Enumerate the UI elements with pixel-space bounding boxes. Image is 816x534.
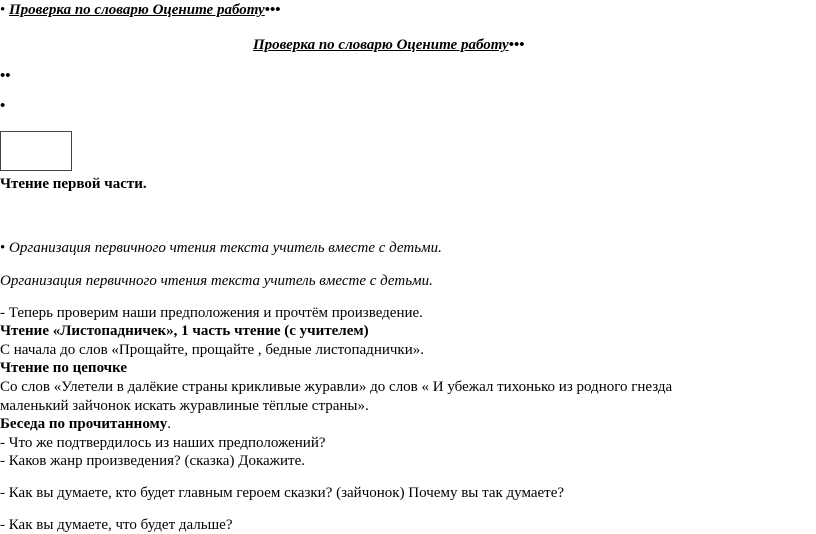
bullet-icon: • <box>0 240 6 256</box>
image-placeholder <box>0 131 72 171</box>
org-plain-line: Организация первичного чтения текста учитель вместе с детьми. <box>0 273 433 289</box>
heading-centered <box>253 36 524 54</box>
chain-text-2: маленький зайчонок искать журавлиные тёплые страны». <box>0 398 369 414</box>
heading-line <box>0 1 280 19</box>
reading-range: С начала до слов «Прощайте, прощайте , бедные листопаднички». <box>0 342 424 358</box>
talk-title-tail: . <box>167 416 172 432</box>
section-title: Чтение первой части. <box>0 176 147 192</box>
question-3: - Как вы думаете, кто будет главным героем сказки? (зайчонок) Почему вы так думаете? <box>0 485 565 501</box>
chain-title: Чтение по цепочке <box>0 360 128 376</box>
bullet-icon: • <box>0 2 6 18</box>
talk-title-line <box>0 415 171 433</box>
org-bullet-text: Организация первичного чтения текста учитель вместе с детьми. <box>9 240 442 256</box>
question-1: - Что же подтвердилось из наших предположений? <box>0 435 326 451</box>
reading-title: Чтение «Листопадничек», 1 часть чтение (с учителем) <box>0 323 369 339</box>
question-2: - Каков жанр произведения? (сказка) Докажите. <box>0 453 306 469</box>
check-prediction-line: - Теперь проверим наши предположения и прочтём произведение. <box>0 305 423 321</box>
chain-text-1: Со слов «Улетели в далёкие страны крикливые журавли» до слов « И убежал тихонько из родного гнезда <box>0 379 673 395</box>
heading-centered-text: Проверка по словарю Оцените работу <box>253 37 509 53</box>
heading-text: Проверка по словарю Оцените работу <box>9 2 265 18</box>
org-bullet-line <box>0 239 442 257</box>
dots-icon: ••• <box>264 2 281 18</box>
dots-icon: ••• <box>508 37 525 53</box>
talk-title: Беседа по прочитанному <box>0 416 168 432</box>
question-4: - Как вы думаете, что будет дальше? <box>0 517 233 533</box>
bullet-icon: • <box>0 98 6 114</box>
bullet-pair-icon: •• <box>0 68 11 84</box>
